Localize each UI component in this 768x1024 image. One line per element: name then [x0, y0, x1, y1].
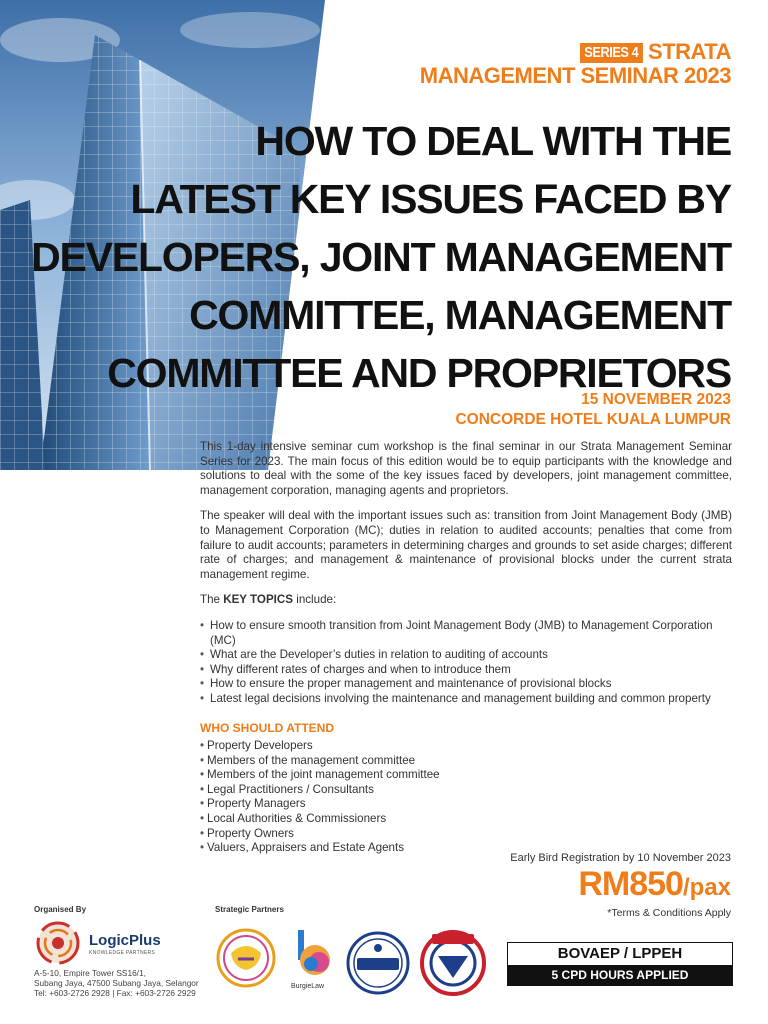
who-should-attend-list — [200, 739, 732, 856]
list-item: • Property Managers — [200, 797, 732, 812]
headline-line: COMMITTEE, MANAGEMENT — [189, 292, 731, 338]
price — [510, 864, 731, 911]
headline-line: HOW TO DEAL WITH THE — [255, 118, 731, 164]
headline-line: LATEST KEY ISSUES FACED BY — [130, 176, 731, 222]
headline-line: COMMITTEE AND PROPRIETORS — [107, 350, 731, 396]
strategic-partners-label: Strategic Partners — [215, 905, 284, 914]
early-bird-text: Early Bird Registration by 10 November 2023 — [510, 852, 731, 864]
event-details — [455, 390, 731, 430]
cpd-hours: 5 CPD HOURS APPLIED — [508, 965, 732, 985]
series-badge: SERIES 4 — [580, 43, 643, 63]
list-item: • Why different rates of charges and when to introduce them — [200, 663, 732, 678]
terms-text: *Terms & Conditions Apply — [607, 907, 731, 919]
address-line: A-5-10, Empire Tower SS16/1, — [34, 968, 146, 978]
pricing-block — [510, 852, 731, 919]
list-item: • Legal Practitioners / Consultants — [200, 783, 732, 798]
burgielaw-partner-logo — [290, 928, 338, 980]
price-unit: /pax — [682, 874, 731, 901]
key-topics-list — [200, 619, 732, 707]
address-line: Subang Jaya, 47500 Subang Jaya, Selangor — [34, 978, 199, 988]
seminar-description — [200, 440, 732, 856]
oha-partner-logo — [211, 925, 281, 995]
event-date: 15 NOVEMBER 2023 — [581, 391, 731, 408]
series-title-line1: STRATA — [648, 39, 731, 64]
key-topics-intro — [200, 593, 732, 608]
list-item: • Property Owners — [200, 827, 732, 842]
list-item: • Local Authorities & Commissioners — [200, 812, 732, 827]
key-topics-label: KEY TOPICS — [223, 593, 294, 607]
list-item: • What are the Developer’s duties in relation to auditing of accounts — [200, 648, 732, 663]
organiser-tagline: KNOWLEDGE PARTNERS — [89, 950, 156, 956]
address-line: Tel: +603-2726 2928 | Fax: +603-2726 2929 — [34, 988, 196, 998]
list-item: • How to ensure smooth transition from Joint Management Body (JMB) to Management Corporation (MC) — [200, 619, 732, 648]
event-venue: CONCORDE HOTEL KUALA LUMPUR — [455, 411, 731, 428]
list-item: • Members of the joint management committee — [200, 768, 732, 783]
logicplus-globe-icon — [34, 920, 84, 966]
organiser-name: LogicPlus — [89, 932, 161, 949]
burgielaw-name: BurgieLaw — [291, 983, 325, 990]
logicplus-logo — [34, 920, 204, 970]
seminar-headline — [31, 112, 731, 402]
organiser-address — [34, 968, 199, 998]
key-topics-suffix: include: — [293, 593, 337, 607]
organised-by-label: Organised By — [34, 905, 87, 914]
list-item: • Property Developers — [200, 739, 732, 754]
speaker-paragraph: The speaker will deal with the important issues such as: transition from Joint Management Body (JMB) to Management Corporation (MC); duties in relation to audited accounts; penalties that come from failure to audit accounts; parameters in determining charges and grounds to set aside charges; different rate of charges; and management & maintenance of provisional blocks under the current strata management regime. — [200, 509, 732, 581]
who-should-attend-title: WHO SHOULD ATTEND — [200, 720, 334, 735]
price-amount: RM850 — [578, 865, 683, 903]
cpd-body: BOVAEP / LPPEH — [508, 943, 732, 965]
hrd-corp-registered-badge — [418, 928, 488, 998]
list-item: • Latest legal decisions involving the maintenance and management building and common property — [200, 692, 732, 707]
list-item: • Valuers, Appraisers and Estate Agents — [200, 841, 732, 856]
cpd-box — [507, 942, 733, 986]
series-header — [420, 40, 731, 88]
intro-paragraph: This 1-day intensive seminar cum workshop is the final seminar in our Strata Management Seminar Series for 2023. The main focus of this edition would be to equip participants with the knowledge and solutions to deal with the some of the key issues faced by developers, joint management committee, management corporation, managing agents and proprietors. — [200, 440, 732, 497]
list-item: • How to ensure the proper management and maintenance of provisional blocks — [200, 677, 732, 692]
series-title-line2: MANAGEMENT SEMINAR 2023 — [419, 63, 731, 88]
hrd-corp-claimable-badge — [345, 930, 411, 996]
headline-line: DEVELOPERS, JOINT MANAGEMENT — [31, 234, 731, 280]
key-topics-prefix: The — [200, 593, 224, 607]
list-item: • Members of the management committee — [200, 754, 732, 769]
